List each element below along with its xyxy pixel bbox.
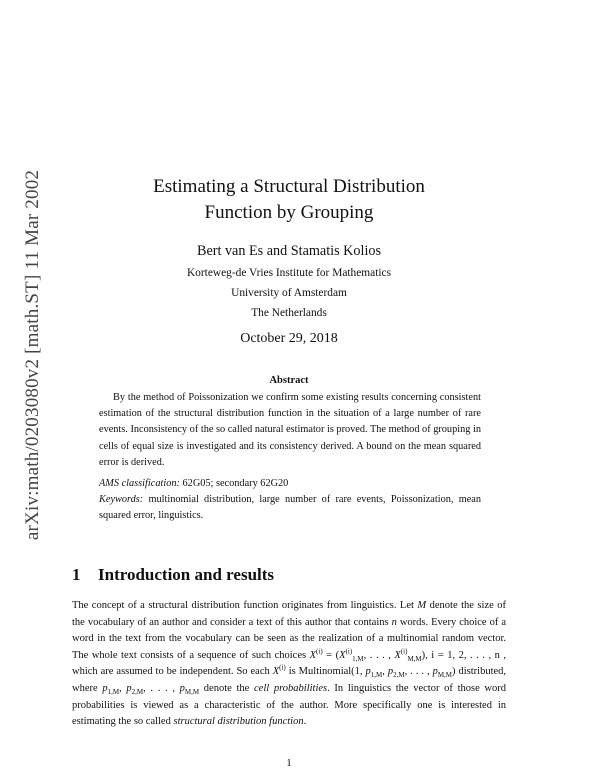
math-sub: 2,M	[131, 688, 144, 697]
affiliation-line-3: The Netherlands	[251, 307, 327, 319]
section-heading	[72, 565, 274, 585]
keywords-value: multinomial distribution, large number of rare events, Poissonization, mean squared error, linguistics.	[99, 494, 482, 522]
intro-text: is Multinomial(1,	[285, 666, 366, 678]
math-text: = (	[322, 649, 340, 661]
affiliation	[0, 263, 578, 323]
emphasis-term: structural distribution function	[173, 716, 304, 728]
intro-text: denote the	[199, 682, 254, 694]
arxiv-identifier: arXiv:math/0203080v2 [math.ST] 11 Mar 2002	[22, 169, 44, 541]
keywords	[99, 492, 481, 524]
math-text: , . . . ,	[363, 649, 395, 661]
math-sub: 1,M	[107, 688, 120, 697]
intro-text: The concept of a structural distribution function originates from linguistics. Let	[72, 600, 418, 611]
math-var: M	[417, 600, 427, 611]
math-text: ,	[119, 682, 127, 694]
math-var: p	[365, 666, 371, 678]
affiliation-line-2: University of Amsterdam	[231, 287, 347, 299]
math-sub: M,M	[184, 688, 200, 697]
math-var: n	[391, 616, 397, 628]
math-sup: (i)	[279, 663, 286, 672]
intro-paragraph	[72, 598, 506, 731]
ams-classification	[99, 476, 481, 492]
math-sub: 1,M	[352, 654, 364, 663]
math-var: X	[394, 649, 401, 661]
math-sub: 1,M	[370, 671, 383, 680]
math-sub: 2,M	[393, 671, 405, 680]
title-line-2: Function by Grouping	[204, 202, 374, 223]
section-number: 1	[72, 565, 81, 584]
math-var: p	[432, 666, 438, 678]
date: October 29, 2018	[240, 331, 338, 346]
abstract-heading: Abstract	[269, 375, 309, 386]
page-number: 1	[286, 757, 292, 769]
math-text: ), i = 1, 2, . . . , n	[421, 649, 504, 661]
intro-text: ) distributed, where	[72, 666, 507, 694]
abstract-body: By the method of Poissonization we confirm some existing results concerning consistent estimation of the structural distribution function in the situation of a large number of rare events. Inconsistency of the so called natural estimator is proved. The method of grouping in cells of equal size is investigated and its consistency derived. A bound on the mean squared error is derived.	[99, 392, 481, 468]
ams-label: AMS classification:	[99, 478, 180, 489]
affiliation-line-1: Korteweg-de Vries Institute for Mathematics	[186, 267, 392, 279]
intro-text: words. Every choice of a word in the text from the vocabulary can be seen as the realization of a multinomial random vector. The whole text consists of a sequence of such choices	[72, 616, 506, 661]
authors: Bert van Es and Stamatis Kolios	[196, 243, 382, 259]
math-sub: M,M	[407, 654, 422, 663]
emphasis-term: cell probabilities	[254, 682, 328, 694]
math-var: X	[272, 666, 280, 678]
math-text: ,	[382, 666, 388, 678]
math-sub: M,M	[437, 671, 453, 680]
intro-text: , which are assumed to be independent. So each	[72, 649, 507, 678]
title-line-1: Estimating a Structural Distribution	[153, 176, 425, 197]
math-var: p	[387, 666, 394, 678]
math-var: X	[309, 649, 317, 661]
math-sup: (i)	[345, 647, 353, 656]
math-text: , . . . ,	[143, 682, 180, 694]
intro-text: denote the size of the vocabulary of an author and consider a text of this author that contains	[72, 600, 506, 628]
paper-title	[0, 174, 578, 226]
math-var: p	[179, 682, 185, 694]
ams-value: 62G05; secondary 62G20	[182, 478, 289, 489]
intro-text: .	[303, 716, 307, 728]
math-text: , . . . ,	[404, 666, 433, 678]
intro-text: . In linguistics the vector of those word probabilities is viewed as a characteristic of the author. More specifically one is interested in estimating the so called	[72, 682, 507, 728]
math-sup: (i)	[316, 647, 323, 656]
math-sup: (i)	[400, 647, 408, 656]
math-var: X	[339, 649, 346, 661]
keywords-label: Keywords:	[99, 494, 144, 505]
section-title: Introduction and results	[98, 565, 275, 584]
math-var: p	[126, 682, 132, 694]
math-var: p	[102, 682, 108, 694]
